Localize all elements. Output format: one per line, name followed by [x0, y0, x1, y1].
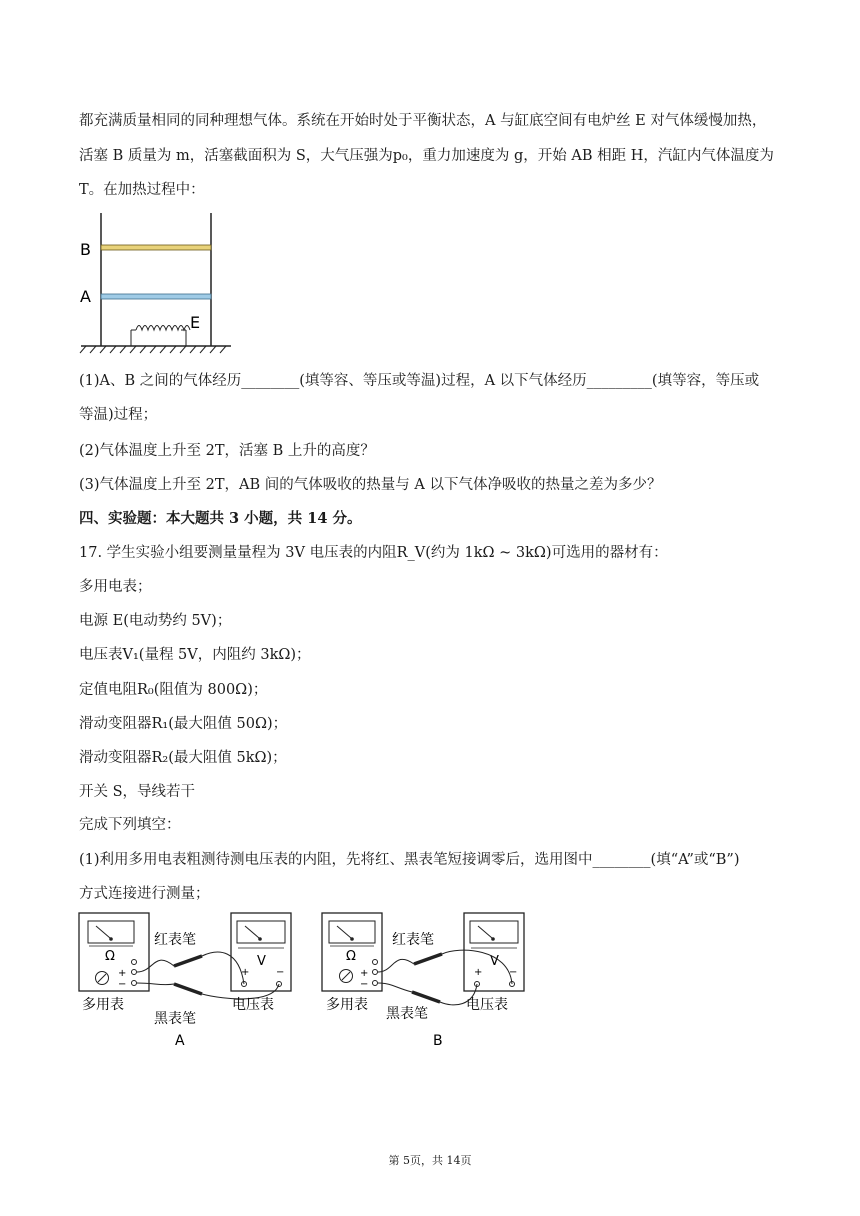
equipment-item: 电压表V₁(量程 5V，内阻约 3kΩ)；: [79, 647, 311, 663]
heater-coil-icon: [131, 326, 190, 347]
equipment-item: 电源 E(电动势约 5V)；: [79, 613, 232, 629]
voltmeter-label: 电压表: [466, 997, 508, 1013]
problem17-q1-line1: (1)利用多用电表粗测待测电压表的内阻，先将红、黑表笔短接调零后，选用图中________(填“A”或“B”): [79, 852, 740, 868]
diagram-a-label: A: [175, 1033, 185, 1049]
red-probe-label: 红表笔: [392, 932, 434, 948]
equipment-item: 开关 S，导线若干: [79, 784, 196, 800]
problem16-line1: 都充满质量相同的同种理想气体。系统在开始时处于平衡状态，A 与缸底空间有电炉丝 E 对气体缓慢加热，: [79, 113, 767, 129]
svg-text:V: V: [257, 954, 266, 969]
equipment-item: 滑动变阻器R₁(最大阻值 50Ω)；: [79, 716, 288, 732]
problem17-q1-line2: 方式连接进行测量；: [79, 886, 210, 902]
black-probe-label: 黑表笔: [386, 1006, 428, 1022]
multimeter-label: 多用表: [82, 997, 124, 1013]
diagram-a: [79, 913, 291, 1049]
problem16-q1-line1: (1)A、B 之间的气体经历________(填等容、等压或等温)过程，A 以下气体经历_________(填等容，等压或: [79, 373, 760, 389]
problem16-q2: (2)气体温度上升至 2T，活塞 B 上升的高度？: [79, 443, 375, 459]
svg-text:Ω: Ω: [346, 949, 356, 964]
svg-text:+: +: [241, 967, 250, 978]
section-heading: 四、实验题：本大题共 3 小题，共 14 分。: [79, 510, 362, 527]
label-b: B: [80, 240, 91, 259]
svg-text:Ω: Ω: [105, 949, 115, 964]
svg-text:+: +: [474, 967, 483, 978]
instruction-line: 完成下列填空：: [79, 817, 181, 833]
problem16-line2: 活塞 B 质量为 m，活塞截面积为 S，大气压强为p₀，重力加速度为 g，开始 AB 相距 H，汽缸内气体温度为: [79, 148, 774, 164]
page-footer: 第 5页，共 14页: [388, 1154, 472, 1167]
meter-connection-figure: [74, 908, 534, 1058]
problem16-q1-line2: 等温)过程；: [79, 407, 158, 423]
diagram-b-label: B: [433, 1033, 443, 1049]
cylinder-figure: [76, 208, 236, 358]
svg-text:+: +: [118, 968, 127, 979]
equipment-item: 定值电阻R₀(阻值为 800Ω)；: [79, 682, 268, 698]
piston-b: [101, 245, 211, 250]
svg-text:−: −: [360, 979, 369, 990]
svg-text:−: −: [509, 967, 518, 978]
voltmeter-label: 电压表: [232, 997, 274, 1013]
svg-text:V: V: [490, 954, 499, 969]
equipment-item: 多用电表；: [79, 579, 152, 595]
black-probe-label: 黑表笔: [154, 1011, 196, 1027]
svg-text:−: −: [276, 967, 285, 978]
problem16-line3: T。在加热过程中：: [79, 182, 205, 198]
svg-text:−: −: [118, 979, 127, 990]
diagram-b: [322, 913, 524, 1049]
multimeter-label: 多用表: [326, 997, 368, 1013]
equipment-item: 滑动变阻器R₂(最大阻值 5kΩ)；: [79, 750, 287, 766]
label-a: A: [80, 287, 91, 306]
piston-a: [101, 294, 211, 299]
svg-text:+: +: [360, 968, 369, 979]
red-probe-label: 红表笔: [154, 932, 196, 948]
label-e: E: [190, 313, 201, 332]
problem16-q3: (3)气体温度上升至 2T，AB 间的气体吸收的热量与 A 以下气体净吸收的热量之差为多少？: [79, 477, 662, 493]
problem17-stem: 17. 学生实验小组要测量量程为 3V 电压表的内阻R_V(约为 1kΩ ~ 3kΩ)可选用的器材有：: [79, 545, 668, 561]
